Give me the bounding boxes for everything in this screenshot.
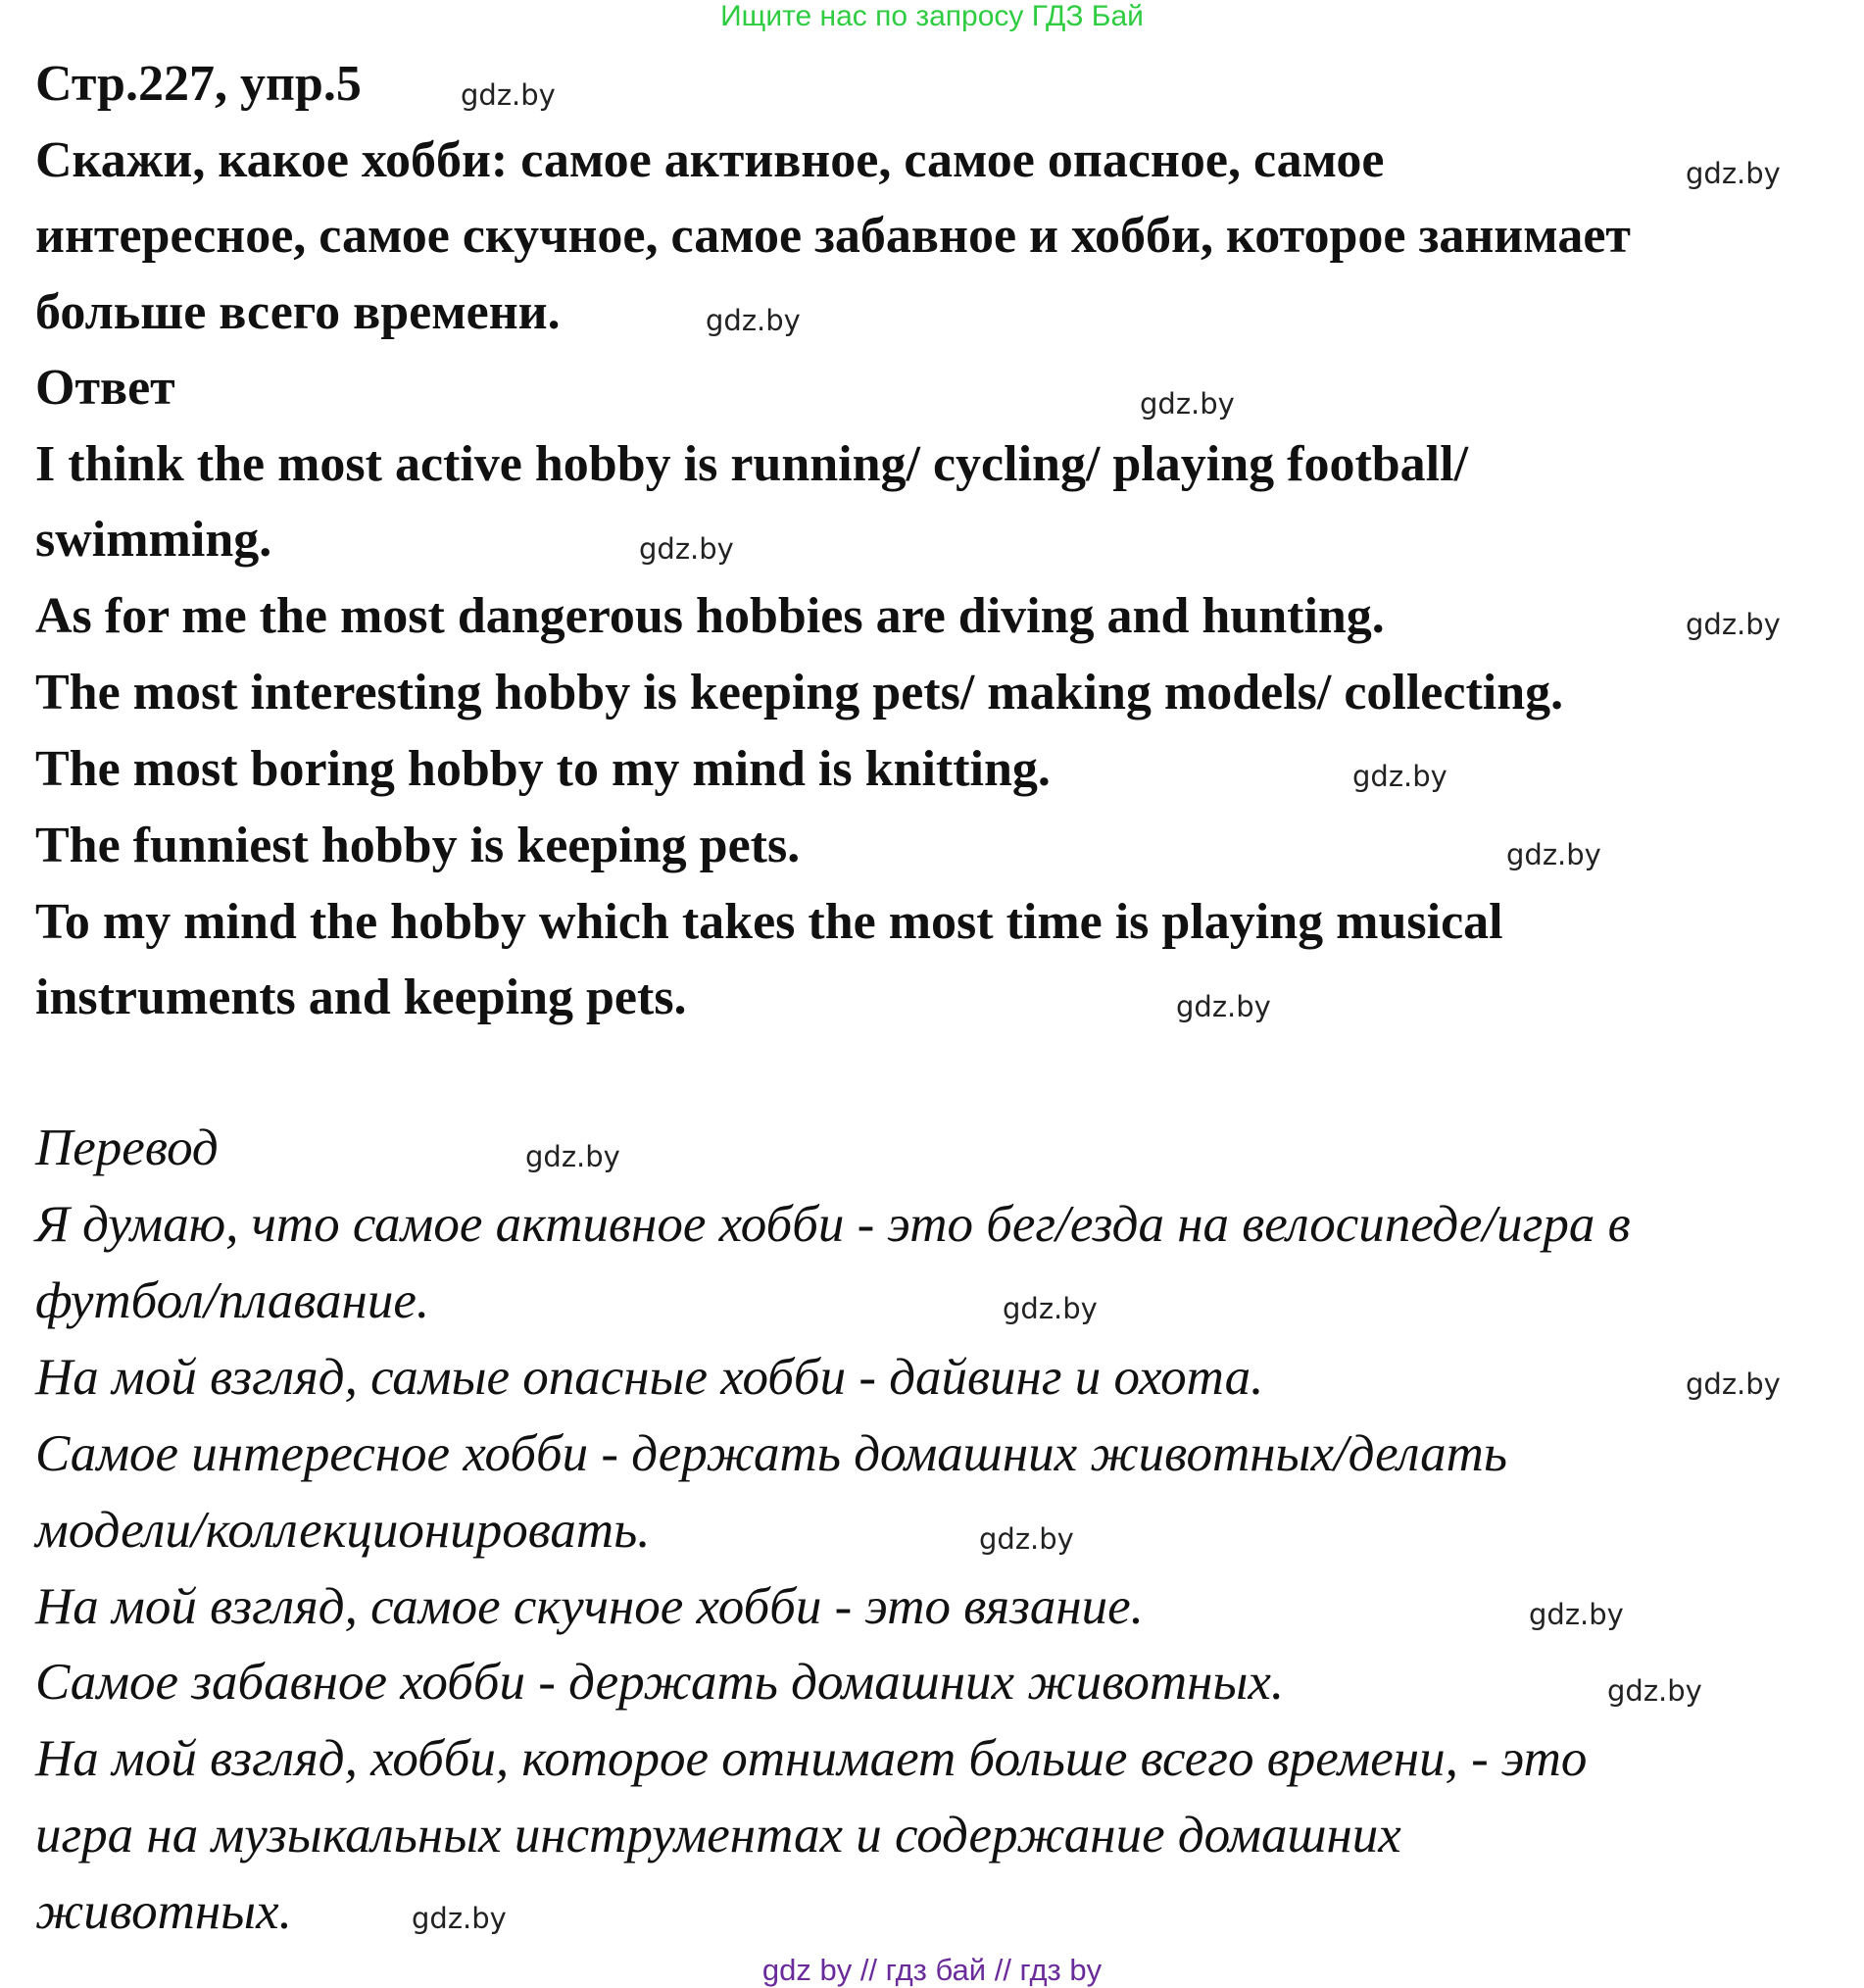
watermark: gdz.by [639, 532, 734, 566]
translation-line: Самое забавное хобби - держать домашних животных. [35, 1654, 1285, 1711]
watermark: gdz.by [412, 1902, 507, 1935]
answer-line: To my mind the hobby which takes the most time is playing musical [35, 894, 1503, 950]
answer-line: I think the most active hobby is running/ cycling/ playing football/ [35, 436, 1469, 492]
answer-line: The most interesting hobby is keeping pets/ making models/ collecting. [35, 665, 1564, 721]
answer-line: instruments and keeping pets. [35, 969, 687, 1025]
watermark: gdz.by [1003, 1292, 1098, 1325]
translation-line: На мой взгляд, самые опасные хобби - дайвинг и охота. [35, 1349, 1264, 1406]
translation-line: игра на музыкальных инструментах и содержание домашних [35, 1807, 1401, 1864]
watermark: gdz.by [525, 1140, 620, 1173]
translation-line: На мой взгляд, хобби, которое отнимает больше всего времени, - это [35, 1730, 1588, 1787]
watermark: gdz.by [1686, 1367, 1781, 1401]
watermark: gdz.by [706, 304, 801, 337]
translation-heading: Перевод [35, 1119, 219, 1176]
answer-line: swimming. [35, 512, 272, 568]
watermark: gdz.by [1352, 760, 1447, 793]
page-title: Стр.227, упр.5 [35, 56, 362, 112]
task-line: Скажи, какое хобби: самое активное, самое опасное, самое [35, 132, 1385, 188]
answer-heading: Ответ [35, 360, 175, 416]
watermark: gdz.by [1607, 1674, 1702, 1708]
watermark: gdz.by [979, 1522, 1074, 1556]
watermark: gdz.by [1176, 990, 1271, 1023]
watermark: gdz.by [1140, 387, 1235, 421]
watermark: gdz.by [1686, 157, 1781, 190]
translation-line: На мой взгляд, самое скучное хобби - это вязание. [35, 1578, 1144, 1635]
task-line: интересное, самое скучное, самое забавное и хобби, которое занимает [35, 208, 1631, 264]
translation-line: модели/коллекционировать. [35, 1502, 651, 1559]
watermark: gdz.by [1506, 838, 1601, 871]
watermark: gdz.by [461, 78, 556, 112]
search-hint-banner[interactable]: Ищите нас по запросу ГДЗ Бай [720, 0, 1144, 32]
translation-line: животных. [35, 1883, 292, 1940]
answer-line: The most boring hobby to my mind is knitting. [35, 741, 1051, 797]
translation-line: футбол/плавание. [35, 1272, 430, 1329]
translation-line: Я думаю, что самое активное хобби - это бег/езда на велосипеде/игра в [35, 1196, 1631, 1253]
watermark: gdz.by [1529, 1598, 1624, 1631]
answer-line: The funniest hobby is keeping pets. [35, 818, 801, 873]
task-line: больше всего времени. [35, 284, 561, 340]
translation-line: Самое интересное хобби - держать домашних животных/делать [35, 1425, 1508, 1482]
watermark: gdz.by [1686, 608, 1781, 641]
answer-line: As for me the most dangerous hobbies are diving and hunting. [35, 588, 1385, 644]
footer-links[interactable]: gdz by // гдз бай // гдз by [761, 1953, 1103, 1987]
